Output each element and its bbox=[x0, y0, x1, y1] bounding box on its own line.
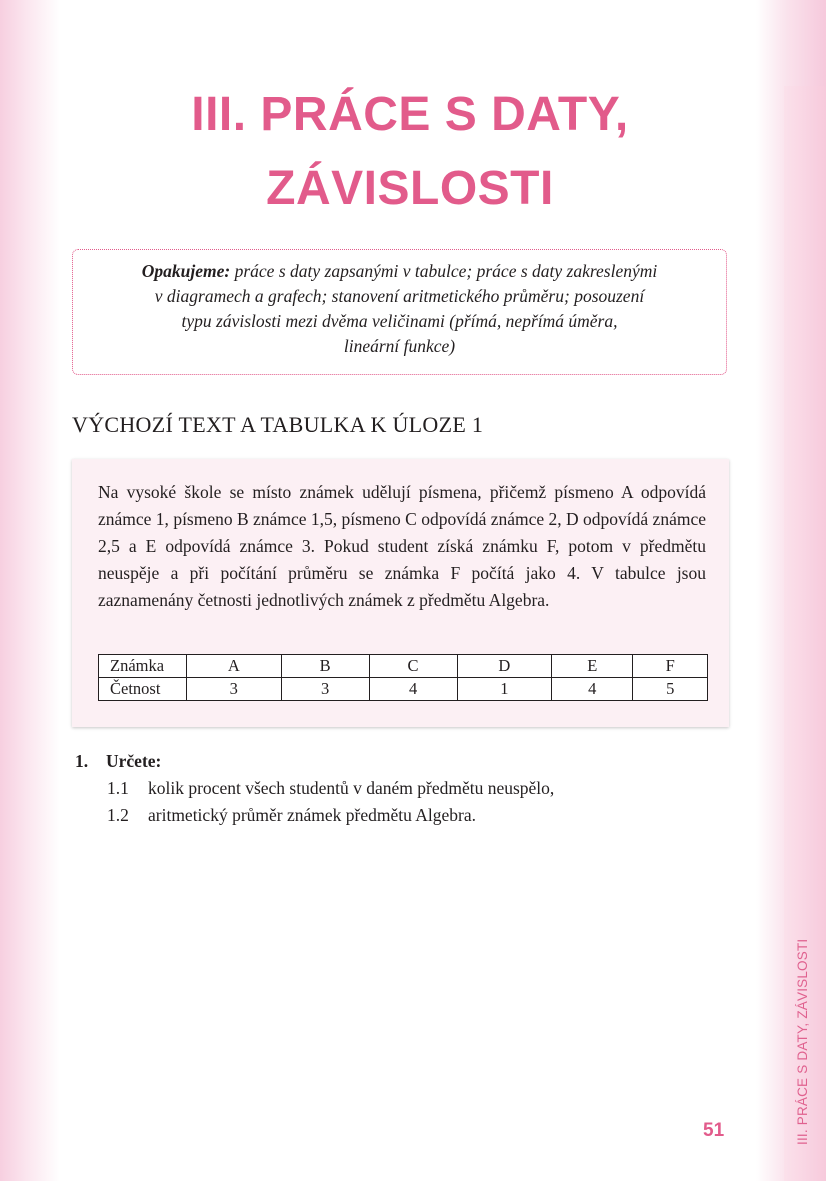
task-label: Určete: bbox=[106, 751, 162, 771]
chapter-side-label: III. PRÁCE S DATY, ZÁVISLOSTI bbox=[795, 938, 810, 1145]
task-item-text: kolik procent všech studentů v daném předmětu neuspělo, bbox=[148, 778, 555, 798]
grade-cell: B bbox=[281, 655, 369, 678]
grade-cell: C bbox=[369, 655, 457, 678]
grade-cell: F bbox=[633, 655, 708, 678]
count-row bbox=[99, 678, 708, 701]
count-cell: 5 bbox=[633, 678, 708, 701]
count-cell: 4 bbox=[369, 678, 457, 701]
review-box bbox=[72, 249, 727, 375]
grade-cell: D bbox=[457, 655, 552, 678]
left-margin-gradient bbox=[0, 0, 60, 1181]
count-row-header: Četnost bbox=[99, 678, 187, 701]
source-paragraph: Na vysoké škole se místo známek udělují písmena, přičemž písmeno A odpovídá známce 1, písmeno B známce 1,5, písmeno C odpovídá známce 2, D odpovídá známce 2,5 a E odpovídá známce 3. Pokud student získá známku F, potom v předmětu neuspěje a při počítání průměru se známka F počítá jako 4. V tabulce jsou zaznamenány četnosti jednotlivých známek z předmětu Algebra. bbox=[98, 482, 706, 610]
task-item bbox=[107, 805, 476, 826]
grade-row-header: Známka bbox=[99, 655, 187, 678]
count-cell: 3 bbox=[281, 678, 369, 701]
review-line-3: typu závislosti mezi dvěma veličinami (přímá, nepřímá úměra, bbox=[181, 311, 618, 331]
count-cell: 1 bbox=[457, 678, 552, 701]
count-cell: 3 bbox=[187, 678, 282, 701]
chapter-title bbox=[60, 78, 760, 226]
review-text-1: práce s daty zapsanými v tabulce; práce s daty zakreslenými bbox=[234, 261, 658, 281]
grade-table bbox=[98, 654, 708, 701]
task-item-text: aritmetický průměr známek předmětu Algebra. bbox=[148, 805, 476, 825]
grade-cell: E bbox=[552, 655, 633, 678]
chapter-title-line-2: ZÁVISLOSTI bbox=[266, 162, 554, 215]
task-item-number: 1.1 bbox=[107, 778, 129, 798]
page-number: 51 bbox=[703, 1120, 725, 1141]
source-text-box bbox=[72, 459, 729, 727]
grade-row bbox=[99, 655, 708, 678]
grade-cell: A bbox=[187, 655, 282, 678]
task-item bbox=[107, 778, 555, 799]
task-header bbox=[75, 751, 162, 772]
review-line-4: lineární funkce) bbox=[343, 336, 456, 356]
task-item-number: 1.2 bbox=[107, 805, 129, 825]
review-line-1 bbox=[73, 259, 726, 284]
task-number: 1. bbox=[75, 751, 89, 771]
review-label: Opakujeme: bbox=[141, 261, 231, 281]
count-cell: 4 bbox=[552, 678, 633, 701]
chapter-title-line-1: III. PRÁCE S DATY, bbox=[191, 88, 629, 141]
review-line-2: v diagramech a grafech; stanovení aritmetického průměru; posouzení bbox=[154, 286, 645, 306]
section-heading: VÝCHOZÍ TEXT A TABULKA K ÚLOZE 1 bbox=[72, 412, 484, 437]
